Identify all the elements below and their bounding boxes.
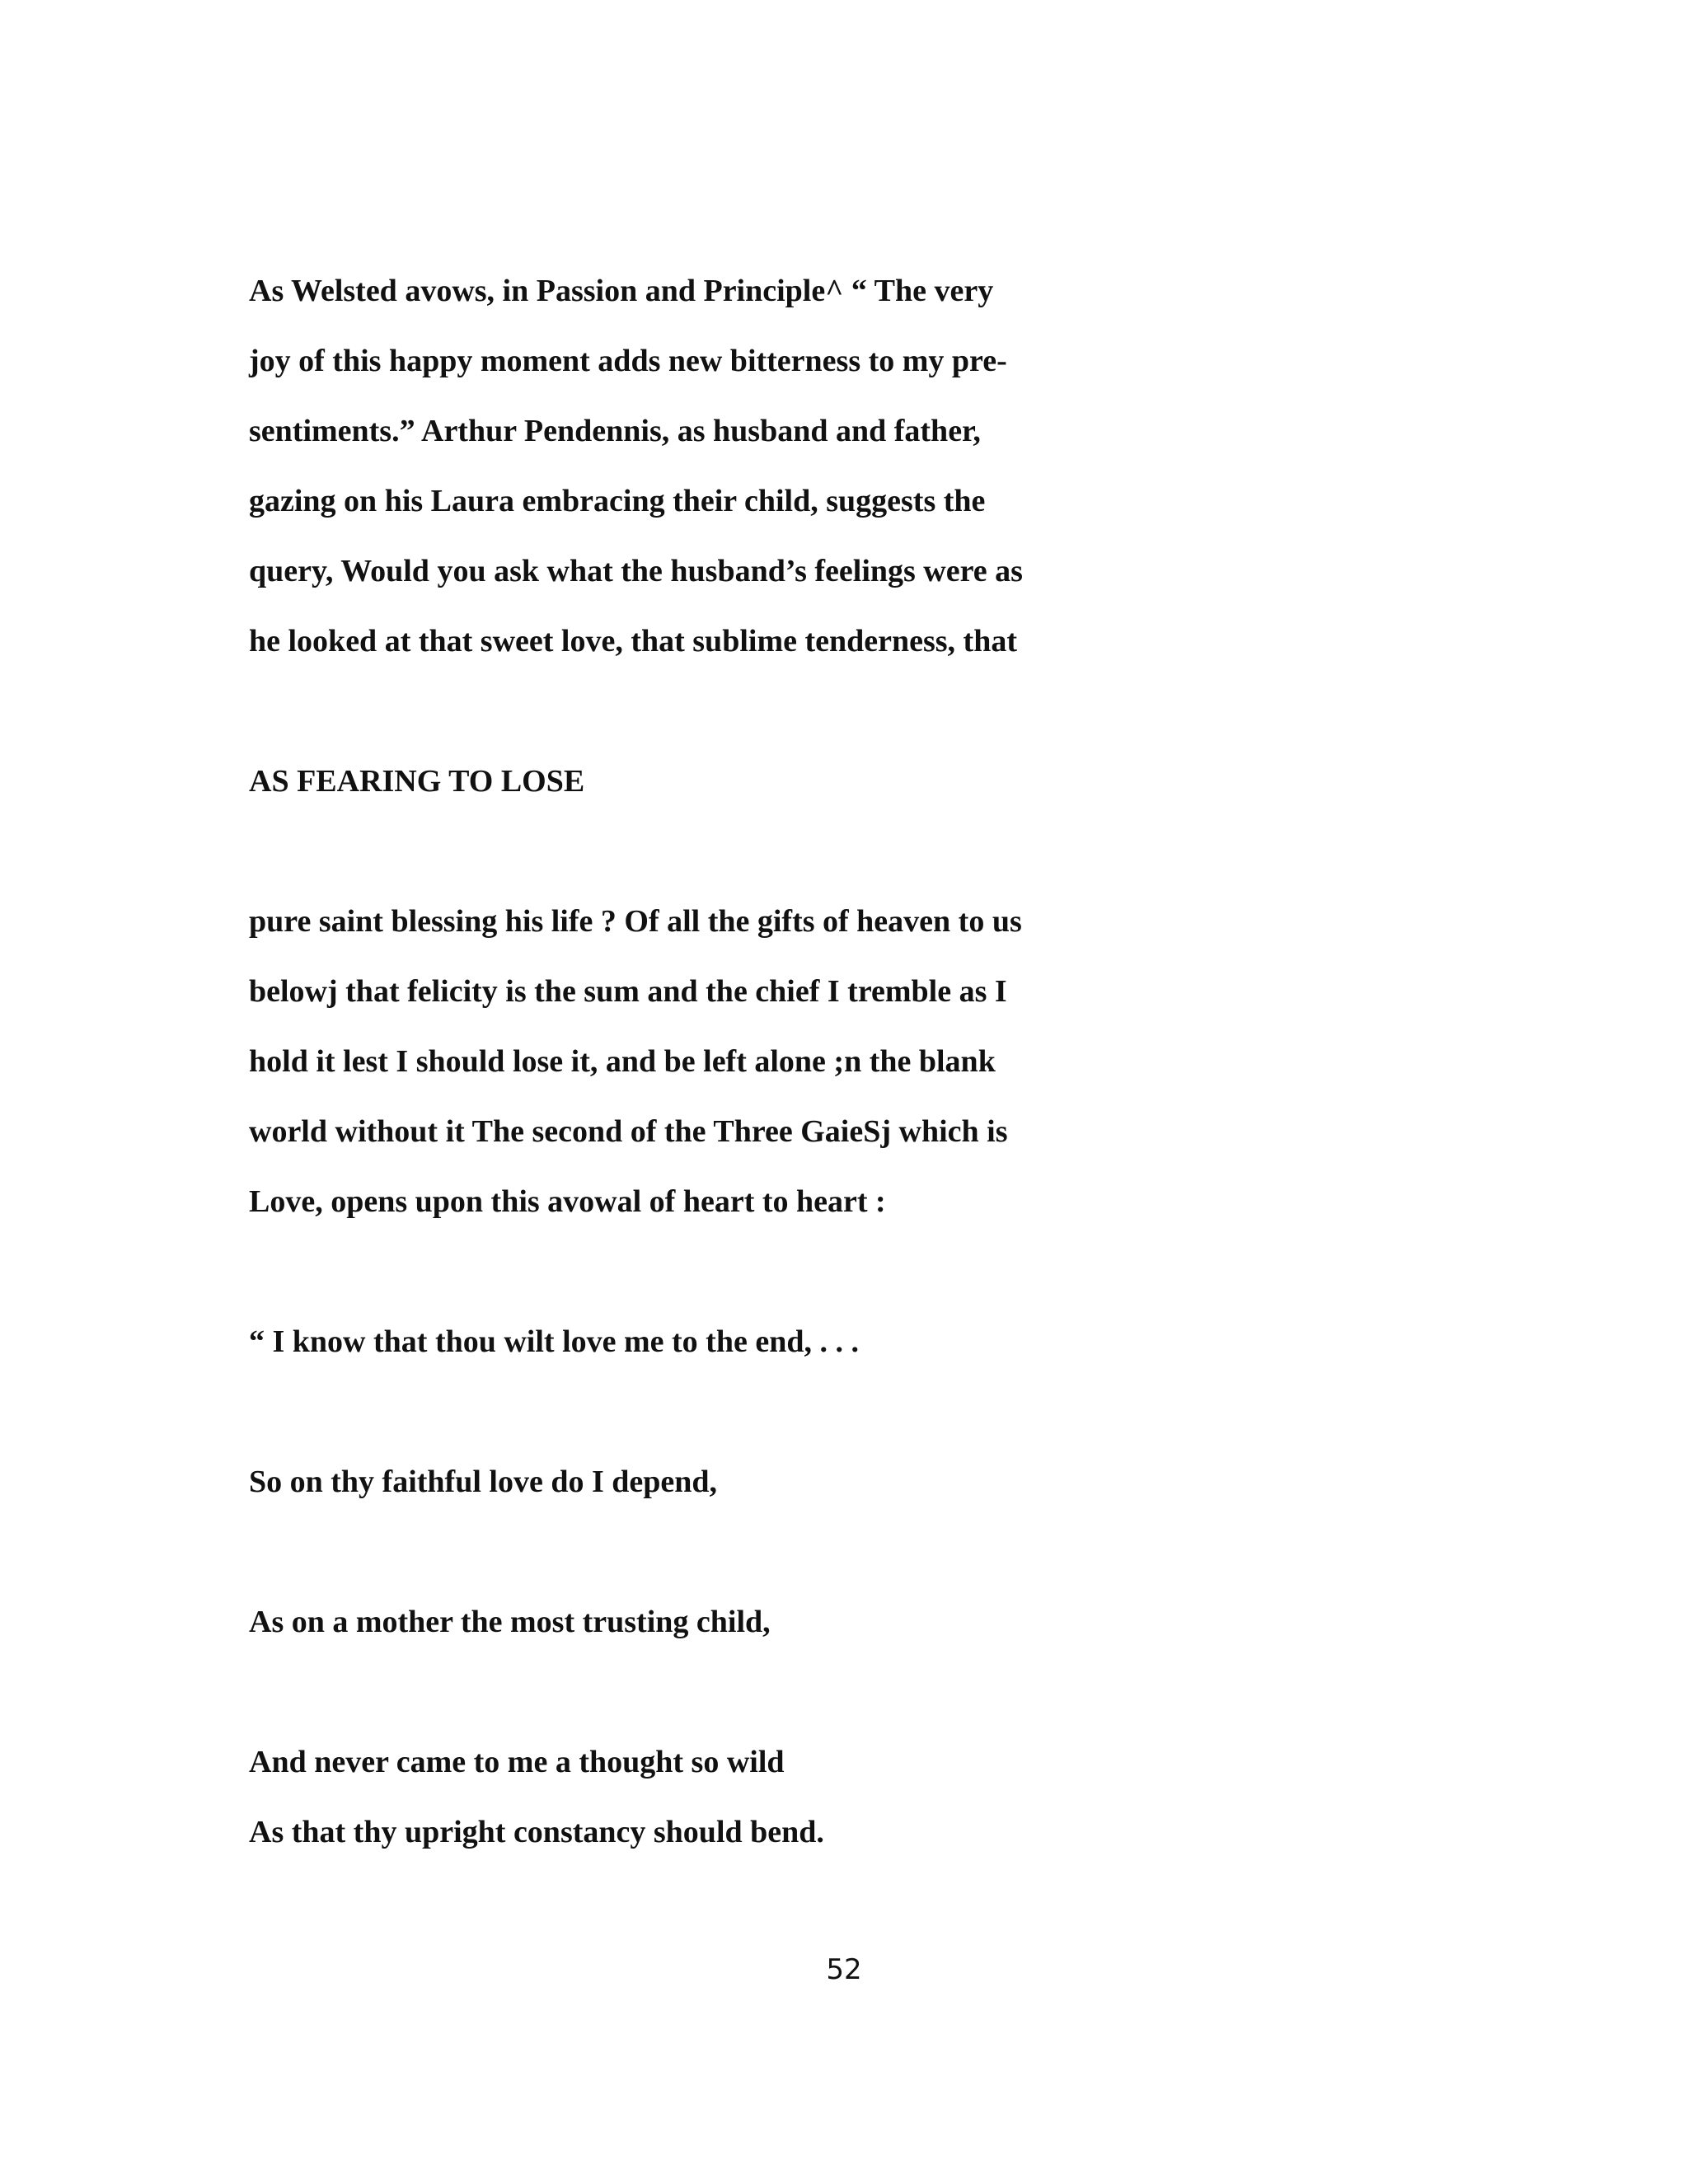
text-line: query, Would you ask what the husband’s feelings were as xyxy=(249,554,1023,588)
text-line: hold it lest I should lose it, and be left alone ;n the blank xyxy=(249,1044,996,1079)
text-line: gazing on his Laura embracing their child, suggests the xyxy=(249,484,986,518)
text-line: pure saint blessing his life ? Of all the gifts of heaven to us xyxy=(249,904,1022,939)
poem-line: As on a mother the most trusting child, xyxy=(249,1605,771,1639)
text-line: joy of this happy moment adds new bitterness to my pre- xyxy=(249,344,1007,378)
poem-line: And never came to me a thought so wild xyxy=(249,1745,785,1779)
text-line: sentiments.” Arthur Pendennis, as husband and father, xyxy=(249,414,981,448)
page-number: 52 xyxy=(826,1953,862,1986)
poem-line: As that thy upright constancy should bend. xyxy=(249,1815,824,1849)
poem-line: So on thy faithful love do I depend, xyxy=(249,1465,718,1499)
text-line: As Welsted avows, in Passion and Principle^ “ The very xyxy=(249,274,994,308)
text-line: world without it The second of the Three GaieSj which is xyxy=(249,1114,1008,1149)
section-heading: AS FEARING TO LOSE xyxy=(249,764,585,799)
poem-line: “ I know that thou wilt love me to the end, . . . xyxy=(249,1324,859,1359)
text-line: belowj that felicity is the sum and the chief I tremble as I xyxy=(249,974,1007,1009)
text-line: he looked at that sweet love, that sublime tenderness, that xyxy=(249,624,1018,658)
text-line: Love, opens upon this avowal of heart to heart : xyxy=(249,1184,886,1219)
